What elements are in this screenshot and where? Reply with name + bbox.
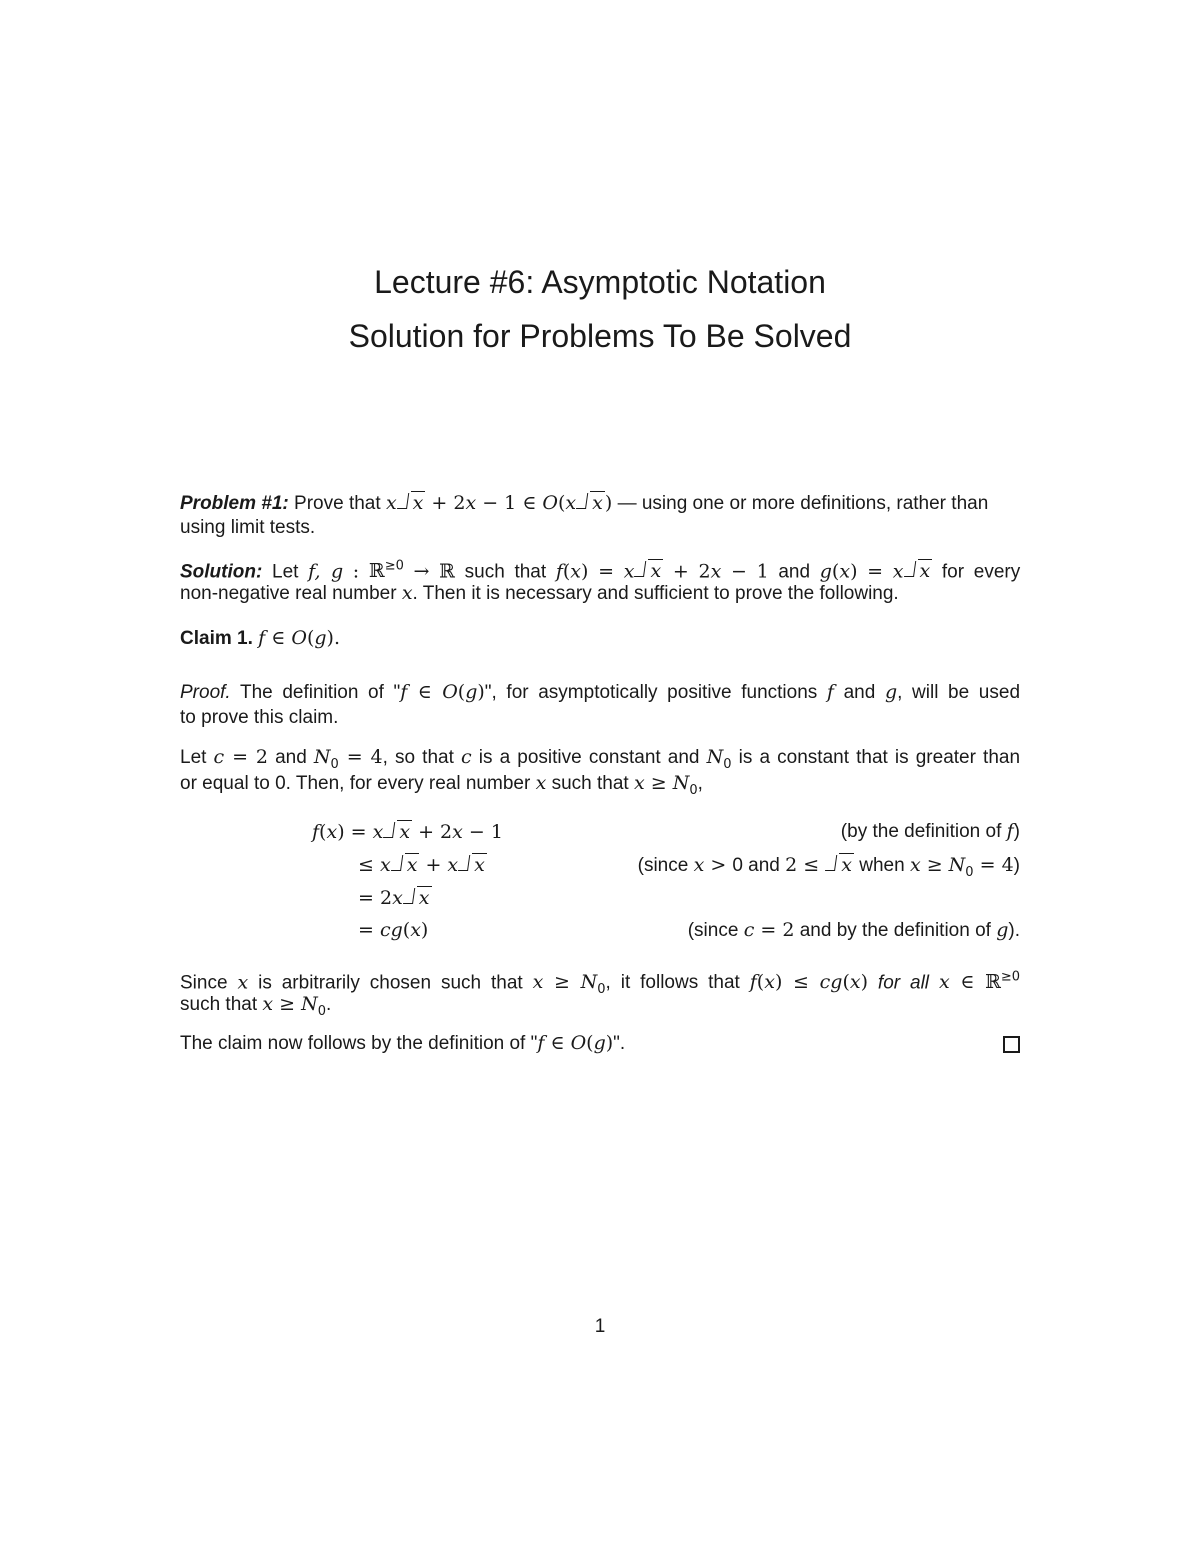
derivation-step-2: ≤ x x + x x <box>358 851 487 879</box>
proof-p2-so: , so that <box>382 747 454 768</box>
derivation-justification-2: (since x > 0 and 2 ≤ x when $x \ge N_0 = 4$) <box>638 851 1020 886</box>
page-title-line-2: Solution for Problems To Be Solved <box>348 318 852 354</box>
page-number: 1 <box>594 1316 606 1337</box>
derivation-step-4: = cg(x) <box>358 919 429 941</box>
solution-and: and <box>778 561 811 583</box>
proof-line-4: or equal to 0. Then, for every real number x such that $x \ge N_0$, <box>180 772 703 798</box>
solution-line2-b: . Then it is necessary and sufficient to prove the following. <box>412 583 899 604</box>
conclusion-since: Since <box>180 972 228 994</box>
proof-line-2: to prove this claim. <box>180 707 339 728</box>
derivation-step-3: = 2x x <box>358 884 432 912</box>
derivation-justification-1: (by the definition of f) <box>840 820 1020 842</box>
claim-label: Claim 1. <box>180 628 253 649</box>
problem-statement-cont: using limit tests. <box>180 517 316 538</box>
proof-p1-d: , will be used <box>897 682 1021 703</box>
conclusion-final: The claim now follows by the definition of "f ∈ O(g)". <box>180 1032 626 1054</box>
derivation-justification-4: (since c = 2 and by the definition of g). <box>687 919 1020 941</box>
proof-p3-a: or equal to 0. Then, for every real number <box>180 773 531 794</box>
conclusion-for-all: for all <box>877 972 930 994</box>
proof-p1-b: ", for asymptotically positive functions <box>484 682 818 703</box>
derivation-just-2b: and <box>748 855 780 876</box>
proof-p3-b: such that <box>551 773 629 794</box>
page-title-line-1: Lecture #6: Asymptotic Notation <box>374 264 826 300</box>
claim-statement: Claim 1. f ∈ O(g). <box>180 627 340 649</box>
conclusion-follows: , it follows that <box>605 972 740 994</box>
solution-line2-a: non-negative real number <box>180 583 397 604</box>
solution-for-every: for every <box>941 561 1021 583</box>
problem-text-a: Prove that <box>294 493 381 514</box>
problem-label: Problem #1: <box>180 493 289 514</box>
proof-p2-let: Let <box>180 747 207 768</box>
conclusion-final-a: The claim now follows by the definition of " <box>180 1033 538 1054</box>
problem-statement: Problem #1: Prove that x x + 2x − 1 ∈ O(x x ) — using one or more definitions, rather than <box>180 489 988 517</box>
conclusion-line2: such that <box>180 994 258 1015</box>
derivation-just-2c: when <box>859 855 905 876</box>
proof-line-3: Let c = 2 and $N_0 = 4$, so that c is a positive constant and $N_0$ is a constant that is greater than <box>180 746 1021 772</box>
proof-p1-a: The definition of " <box>240 682 401 703</box>
conclusion-line-2: such that $x \ge N_0$. <box>180 993 332 1019</box>
conclusion-arb: is arbitrarily chosen such that <box>258 972 523 994</box>
solution-line-1: Solution: Let f, g : ℝ$^{\ge 0}$ → ℝ such that f(x) = x x + 2x − 1 and g(x) = x x for every <box>180 554 1020 580</box>
problem-text-b: — using one or more definitions, rather than <box>617 493 989 514</box>
proof-p2-pos: is a positive constant and <box>478 747 700 768</box>
derivation-just-2a: (since <box>637 855 689 876</box>
solution-such-that: such that <box>464 561 547 583</box>
proof-line-1: Proof. The definition of "f ∈ O(g)", for asymptotically positive functions f and g, will be used <box>180 681 1021 703</box>
solution-line-2: non-negative real number x. Then it is necessary and sufficient to prove the following. <box>180 582 899 604</box>
qed-square-icon <box>1003 1036 1020 1053</box>
conclusion-line-1: Since x is arbitrarily chosen such that $x \ge N_0$, it follows that f(x) ≤ cg(x) for all x ∈ ℝ$^{\ge 0}$ <box>180 970 1021 998</box>
proof-p2-greater: is a constant that is greater than <box>738 747 1021 768</box>
solution-let: Let <box>272 561 299 583</box>
solution-label: Solution: <box>180 561 263 583</box>
derivation-step-1: f(x) = x x + 2x − 1 <box>312 818 503 846</box>
derivation-just-4a: (since <box>687 920 739 941</box>
proof-label: Proof. <box>180 682 231 703</box>
conclusion-final-b: ". <box>613 1033 626 1054</box>
derivation-just-1: (by the definition of <box>840 821 1002 842</box>
proof-p1-c: and <box>843 682 876 703</box>
proof-p2-and: and <box>275 747 307 768</box>
derivation-just-4b: and by the definition of <box>799 920 991 941</box>
